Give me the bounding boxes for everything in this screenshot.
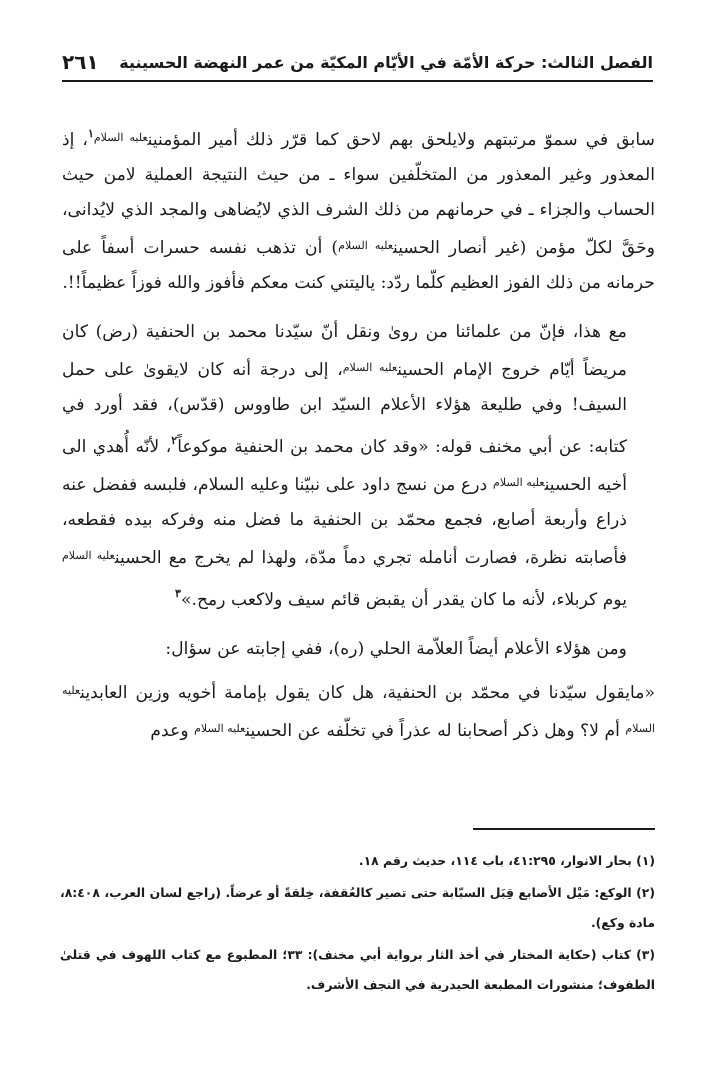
- honorific-mark: عليه السلام: [62, 549, 115, 562]
- honorific-mark: عليه السلام: [338, 239, 394, 252]
- page-number: ٢٦١: [62, 50, 99, 74]
- honorific-mark: عليه السلام: [493, 476, 545, 489]
- footnote-ref-3: ٣: [175, 587, 181, 600]
- paragraph-4: «مايقول سيّدنا في محمّد بن الحنفية، هل كان يقول بإمامة أخويه وزين العابدين$^{عليه السلام}$ أم لا؟ وهل ذكر أصحابنا له عذراً في تخلّفه عن الحسين$^{عليه السلام}$ وعدم: [62, 683, 655, 741]
- honorific-mark: عليه السلام: [342, 361, 398, 374]
- footnotes: [60, 828, 655, 1002]
- running-header: [62, 44, 653, 82]
- footnote-ref-1: ١: [87, 127, 94, 140]
- main-text: [62, 116, 655, 763]
- chapter-title: الفصل الثالث: حركة الأمّة في الأيّام المكيّة من عمر النهضة الحسينية: [119, 52, 653, 72]
- honorific-mark: عليه السلام: [194, 722, 246, 735]
- honorific-mark: عليه السلام: [93, 131, 148, 144]
- footnote-separator: [473, 828, 655, 830]
- paragraph-2: مع هذا، فإنّ من علمائنا من روىٰ ونقل أنّ سيّدنا محمد بن الحنفية (رض) كان مريضاً أيّام خروج الإمام الحسين$^{عليه السلام}$، إلى درجة أنه كان لايقوىٰ على حمل السيف! وفي طليعة هؤلاء الأعلام السيّد ابن طاووس (قدّس)، فقد أورد في كتابه: عن أبي مخنف قوله: «وقد كان محمد بن الحنفية موكوعاً$^٢$، لأنّه أُهدي الى أخيه الحسين$^{عليه السلام}$ درع من نسج داود على نبيّنا وعليه السلام، فلبسه ففضل عنه ذراع وأربعة أصابع، فجمع محمّد بن الحنفية ما فضل منه وفركه بيده فقطعه، فأصابته نظرة، فصارت أنامله تجري دماً مدّة، ولهذا لم يخرج مع الحسين$^{عليه السلام}$ يوم كربلاء، لأنه ما كان يقدر أن يقبض قائم سيف ولاكعب رمح.»$^٣$: [62, 322, 628, 610]
- footnote-ref-2: ٢: [171, 434, 178, 447]
- footnote-2: (٢) الوكع: مَيْل الأصابع قِبَل السبّابة حتى تصير كالعُقفة، خِلقةً أو عرضاً. (راجع لسان العرب، ٨:٤٠٨، مادة وكع).: [60, 885, 655, 930]
- honorific-mark: عليه السلام: [62, 684, 655, 735]
- footnote-1: (١) بحار الانوار، ٤١:٢٩٥، باب ١١٤، حديث رقم ١٨.: [358, 853, 655, 868]
- paragraph-3: ومن هؤلاء الأعلام أيضاً العلاّمة الحلي (ره)، ففي إجابته عن سؤال:: [165, 639, 627, 659]
- footnote-3: (٣) كتاب (حكاية المختار في أخذ الثار برواية أبي مخنف): ٣٣؛ المطبوع مع كتاب اللهوف في قتلىٰ الطفوف؛ منشورات المطبعة الحيدرية في النجف الأشرف.: [60, 947, 655, 992]
- paragraph-1: سابق في سموّ مرتبتهم ولايلحق بهم لاحق كما قرّر ذلك أمير المؤمنين$^{عليه السلام١}$، إذ المعذور وغير المعذور من المتخلّفين سواء ـ من حيث النتيجة العملية لامن حيث الحساب والجزاء ـ في حرمانهم من ذلك الشرف الذي لايُضاهى والمجد الذي لايُدانى، وحَقَّ لكلّ مؤمن (غير أنصار الحسين$^{عليه السلام}$) أن تذهب نفسه حسرات أسفاً على حرمانه من ذلك الفوز العظيم كلّما ردّد: ياليتني كنت معكم فأفوز والله فوزاً عظيماً!!.: [62, 127, 655, 293]
